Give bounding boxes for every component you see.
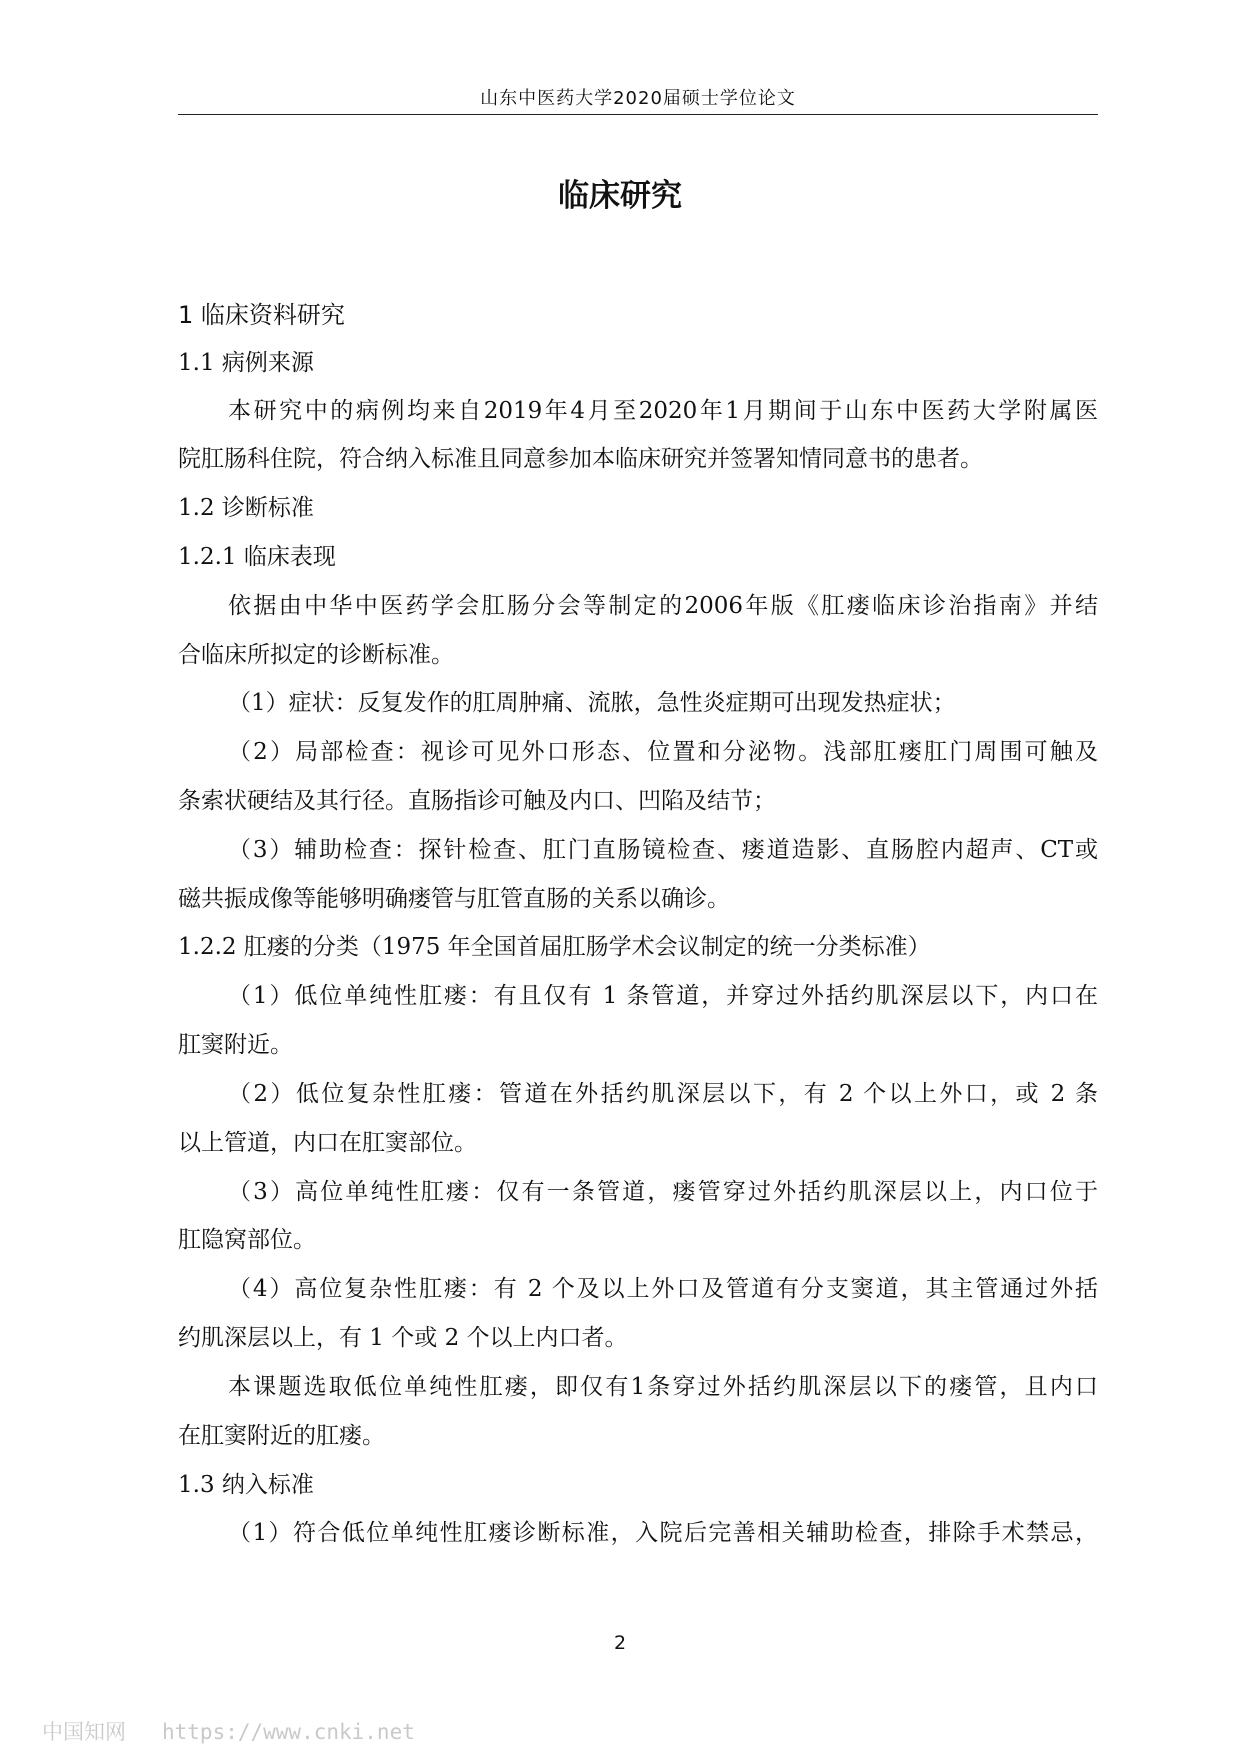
classification-item: （4）高位复杂性肛瘘：有 2 个及以上外口及管道有分支窦道，其主管通过外括 bbox=[228, 1276, 1098, 1302]
paragraph-line: 本课题选取低位单纯性肛瘘，即仅有1条穿过外括约肌深层以下的瘘管，且内口 bbox=[228, 1374, 1098, 1400]
paragraph-line: 依据由中华中医药学会肛肠分会等制定的2006年版《肛瘘临床诊治指南》并结 bbox=[228, 593, 1098, 619]
classification-item-continued: 肛窦附近。 bbox=[178, 1032, 293, 1058]
section-heading-1-1: 1.1 病例来源 bbox=[178, 350, 314, 376]
section-heading-1-2: 1.2 诊断标准 bbox=[178, 495, 314, 521]
section-heading-1: 1 临床资料研究 bbox=[178, 301, 345, 329]
classification-item: （3）高位单纯性肛瘘：仅有一条管道，瘘管穿过外括约肌深层以上，内口位于 bbox=[228, 1179, 1098, 1205]
criteria-item: （1）症状：反复发作的肛周肿痛、流脓，急性炎症期可出现发热症状； bbox=[228, 690, 956, 716]
watermark-name: 中国知网 bbox=[42, 1720, 126, 1744]
cnki-watermark bbox=[42, 1716, 415, 1746]
header-rule bbox=[178, 114, 1098, 115]
page-number: 2 bbox=[613, 1632, 627, 1654]
paragraph-line: 合临床所拟定的诊断标准。 bbox=[178, 642, 454, 668]
classification-item: （1）低位单纯性肛瘘：有且仅有 1 条管道，并穿过外括约肌深层以下，内口在 bbox=[228, 983, 1098, 1009]
running-header: 山东中医药大学2020届硕士学位论文 bbox=[480, 88, 796, 109]
criteria-item-continued: 条索状硬结及其行径。直肠指诊可触及内口、凹陷及结节； bbox=[178, 788, 776, 814]
chapter-title: 临床研究 bbox=[558, 178, 682, 214]
criteria-item: （2）局部检查：视诊可见外口形态、位置和分泌物。浅部肛瘘肛门周围可触及 bbox=[228, 739, 1098, 765]
section-heading-1-2-2: 1.2.2 肛瘘的分类（1975 年全国首届肛肠学术会议制定的统一分类标准） bbox=[178, 934, 931, 960]
paragraph-line: 院肛肠科住院，符合纳入标准且同意参加本临床研究并签署知情同意书的患者。 bbox=[178, 446, 983, 472]
paragraph-line: 在肛窦附近的肛瘘。 bbox=[178, 1423, 385, 1449]
criteria-item: （3）辅助检查：探针检查、肛门直肠镜检查、瘘道造影、直肠腔内超声、CT或 bbox=[228, 837, 1098, 863]
section-heading-1-3: 1.3 纳入标准 bbox=[178, 1472, 314, 1498]
classification-item: （2）低位复杂性肛瘘：管道在外括约肌深层以下，有 2 个以上外口，或 2 条 bbox=[228, 1081, 1098, 1107]
inclusion-item: （1）符合低位单纯性肛瘘诊断标准，入院后完善相关辅助检查，排除手术禁忌， bbox=[228, 1520, 1098, 1546]
classification-item-continued: 以上管道，内口在肛窦部位。 bbox=[178, 1130, 477, 1156]
classification-item-continued: 约肌深层以上，有 1 个或 2 个以上内口者。 bbox=[178, 1325, 628, 1351]
criteria-item-continued: 磁共振成像等能够明确瘘管与肛管直肠的关系以确诊。 bbox=[178, 886, 730, 912]
section-heading-1-2-1: 1.2.1 临床表现 bbox=[178, 544, 336, 570]
watermark-url: https://www.cnki.net bbox=[162, 1720, 415, 1744]
classification-item-continued: 肛隐窝部位。 bbox=[178, 1227, 316, 1253]
paragraph-line: 本研究中的病例均来自2019年4月至2020年1月期间于山东中医药大学附属医 bbox=[228, 398, 1098, 424]
